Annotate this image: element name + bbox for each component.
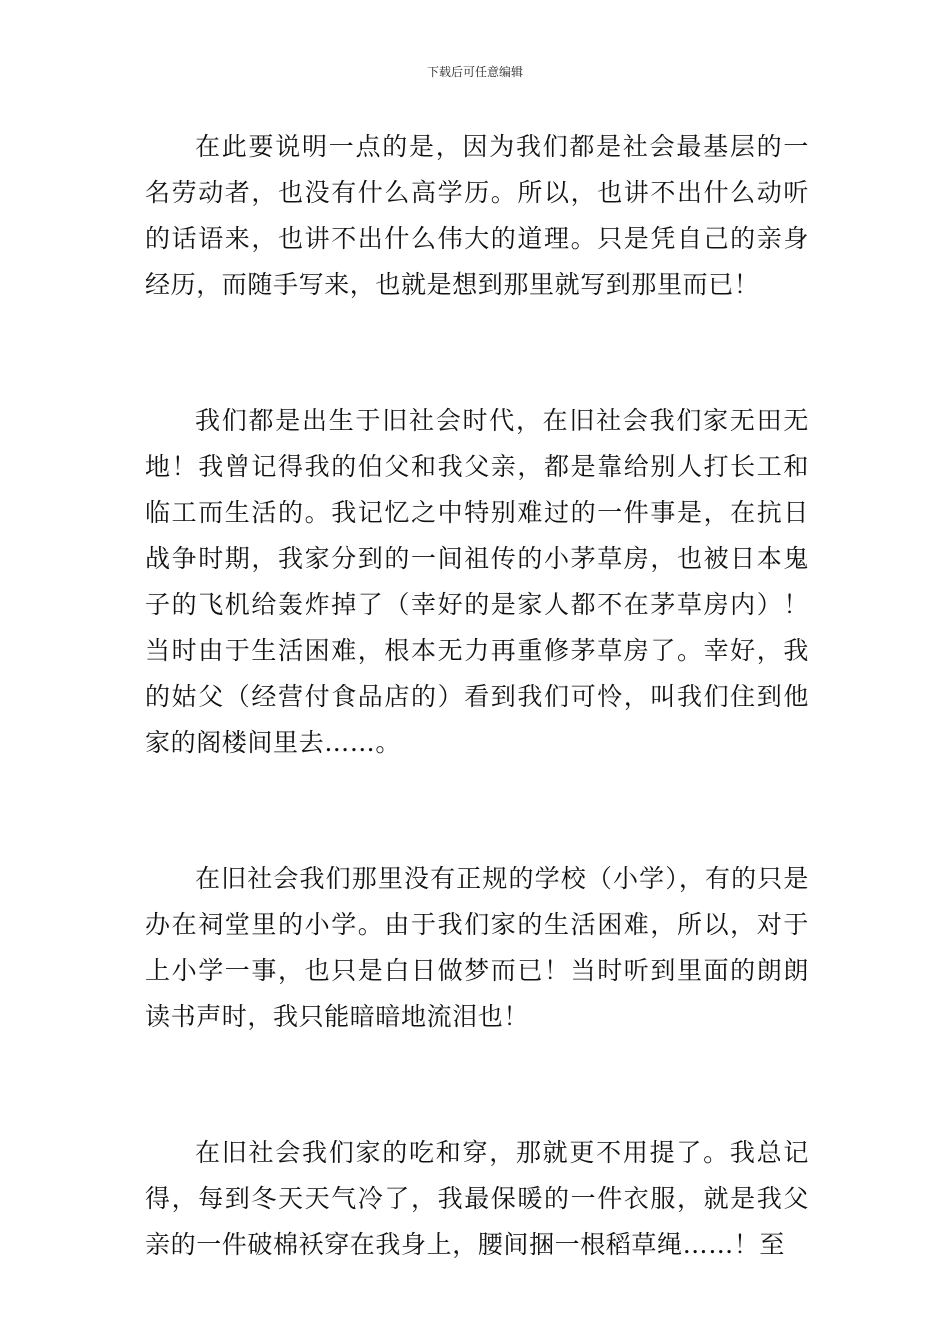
page-header: 下载后可任意编辑 [426, 65, 523, 79]
document-body [145, 124, 809, 1268]
paragraph: 在旧社会我们那里没有正规的学校（小学），有的只是办在祠堂里的小学。由于我们家的生活困难，所以，对于上小学一事，也只是白日做梦而已！当时听到里面的朗朗读书声时，我只能暗暗地流泪也！ [145, 864, 809, 1031]
paragraph: 我们都是出生于旧社会时代，在旧社会我们家无田无地！我曾记得我的伯父和我父亲，都是靠给别人打长工和临工而生活的。我记忆之中特别难过的一件事是，在抗日战争时期，我家分到的一间祖传的小茅草房，也被日本鬼子的飞机给轰炸掉了（幸好的是家人都不在茅草房内）！当时由于生活困难，根本无力再重修茅草房了。幸好，我的姑父（经营付食品店的）看到我们可怜，叫我们住到他家的阁楼间里去……。 [145, 406, 809, 757]
paragraph: 在此要说明一点的是，因为我们都是社会最基层的一名劳动者，也没有什么高学历。所以，也讲不出什么动听的话语来，也讲不出什么伟大的道理。只是凭自己的亲身经历，而随手写来，也就是想到那里就写到那里而已！ [145, 132, 809, 299]
paragraph: 在旧社会我们家的吃和穿，那就更不用提了。我总记得，每到冬天天气冷了，我最保暖的一件衣服，就是我父亲的一件破棉袄穿在我身上，腰间捆一根稻草绳……！至 [145, 1138, 809, 1259]
